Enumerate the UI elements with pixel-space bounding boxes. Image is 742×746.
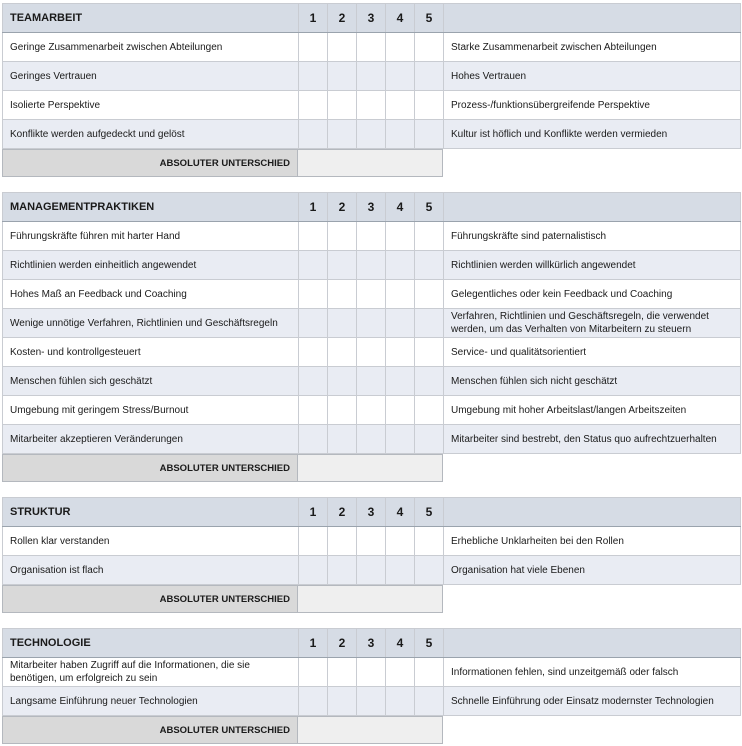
rating-cell-4[interactable] [386, 527, 415, 556]
rating-cell-4[interactable] [386, 658, 415, 687]
rating-cell-3[interactable] [357, 556, 386, 585]
rating-cell-3[interactable] [357, 309, 386, 338]
rating-cell-5[interactable] [415, 120, 444, 149]
rating-cell-3[interactable] [357, 396, 386, 425]
rating-cell-5[interactable] [415, 527, 444, 556]
rating-cell-1[interactable] [299, 396, 328, 425]
scale-header-4: 4 [386, 629, 415, 658]
rating-cell-3[interactable] [357, 33, 386, 62]
left-statement: Umgebung mit geringem Stress/Burnout [3, 396, 299, 425]
left-statement: Geringes Vertrauen [3, 62, 299, 91]
left-statement: Hohes Maß an Feedback und Coaching [3, 280, 299, 309]
rating-cell-2[interactable] [328, 556, 357, 585]
left-statement: Führungskräfte führen mit harter Hand [3, 222, 299, 251]
table-row [3, 62, 741, 91]
scale-header-5: 5 [415, 193, 444, 222]
rating-cell-2[interactable] [328, 251, 357, 280]
assessment-table [2, 3, 741, 149]
rating-cell-5[interactable] [415, 91, 444, 120]
rating-cell-5[interactable] [415, 658, 444, 687]
scale-header-3: 3 [357, 498, 386, 527]
section-title: STRUKTUR [3, 498, 299, 527]
section-teamarbeit [2, 3, 740, 177]
absolute-difference-value[interactable] [298, 150, 443, 177]
rating-cell-1[interactable] [299, 687, 328, 716]
absolute-difference-row [2, 149, 443, 177]
rating-cell-5[interactable] [415, 367, 444, 396]
scale-header-3: 3 [357, 629, 386, 658]
left-statement: Geringe Zusammenarbeit zwischen Abteilungen [3, 33, 299, 62]
right-statement: Umgebung mit hoher Arbeitslast/langen Arbeitszeiten [444, 396, 741, 425]
rating-cell-3[interactable] [357, 367, 386, 396]
scale-header-1: 1 [299, 193, 328, 222]
right-statement: Führungskräfte sind paternalistisch [444, 222, 741, 251]
right-statement: Starke Zusammenarbeit zwischen Abteilungen [444, 33, 741, 62]
scale-header-3: 3 [357, 193, 386, 222]
right-statement: Prozess-/funktionsübergreifende Perspektive [444, 91, 741, 120]
rating-cell-1[interactable] [299, 425, 328, 454]
rating-cell-1[interactable] [299, 33, 328, 62]
assessment-table [2, 192, 741, 454]
table-row [3, 658, 741, 687]
rating-cell-4[interactable] [386, 687, 415, 716]
left-statement: Rollen klar verstanden [3, 527, 299, 556]
rating-cell-4[interactable] [386, 251, 415, 280]
scale-header-4: 4 [386, 193, 415, 222]
rating-cell-3[interactable] [357, 527, 386, 556]
right-statement: Hohes Vertrauen [444, 62, 741, 91]
rating-cell-2[interactable] [328, 527, 357, 556]
rating-cell-5[interactable] [415, 62, 444, 91]
rating-cell-1[interactable] [299, 251, 328, 280]
right-statement: Menschen fühlen sich nicht geschätzt [444, 367, 741, 396]
section-title: TECHNOLOGIE [3, 629, 299, 658]
left-statement: Isolierte Perspektive [3, 91, 299, 120]
rating-cell-4[interactable] [386, 62, 415, 91]
rating-cell-4[interactable] [386, 556, 415, 585]
right-statement: Service- und qualitätsorientiert [444, 338, 741, 367]
right-statement: Verfahren, Richtlinien und Geschäftsregeln, die verwendet werden, um das Verhalten von Mitarbeitern zu steuern [444, 309, 741, 338]
rating-cell-1[interactable] [299, 556, 328, 585]
table-row [3, 556, 741, 585]
rating-cell-2[interactable] [328, 338, 357, 367]
scale-header-5: 5 [415, 4, 444, 33]
absolute-difference-value[interactable] [298, 586, 443, 613]
rating-cell-1[interactable] [299, 62, 328, 91]
rating-cell-1[interactable] [299, 309, 328, 338]
rating-cell-5[interactable] [415, 251, 444, 280]
rating-cell-4[interactable] [386, 33, 415, 62]
section-title: MANAGEMENTPRAKTIKEN [3, 193, 299, 222]
table-row [3, 222, 741, 251]
rating-cell-3[interactable] [357, 120, 386, 149]
rating-cell-4[interactable] [386, 396, 415, 425]
table-row [3, 527, 741, 556]
rating-cell-1[interactable] [299, 120, 328, 149]
scale-header-2: 2 [328, 629, 357, 658]
rating-cell-4[interactable] [386, 280, 415, 309]
rating-cell-3[interactable] [357, 280, 386, 309]
rating-cell-1[interactable] [299, 527, 328, 556]
scale-header-4: 4 [386, 4, 415, 33]
absolute-difference-label: ABSOLUTER UNTERSCHIED [2, 586, 298, 613]
absolute-difference-value[interactable] [298, 455, 443, 482]
rating-cell-4[interactable] [386, 120, 415, 149]
rating-cell-2[interactable] [328, 367, 357, 396]
assessment-table [2, 497, 741, 585]
rating-cell-5[interactable] [415, 396, 444, 425]
table-row [3, 280, 741, 309]
header-right-blank [444, 498, 741, 527]
rating-cell-5[interactable] [415, 687, 444, 716]
rating-cell-3[interactable] [357, 338, 386, 367]
right-statement: Richtlinien werden willkürlich angewendet [444, 251, 741, 280]
rating-cell-1[interactable] [299, 280, 328, 309]
scale-header-1: 1 [299, 498, 328, 527]
table-header [3, 629, 741, 658]
rating-cell-4[interactable] [386, 91, 415, 120]
rating-cell-5[interactable] [415, 309, 444, 338]
table-header [3, 498, 741, 527]
absolute-difference-label: ABSOLUTER UNTERSCHIED [2, 455, 298, 482]
table-row [3, 91, 741, 120]
right-statement: Kultur ist höflich und Konflikte werden vermieden [444, 120, 741, 149]
scale-header-5: 5 [415, 629, 444, 658]
left-statement: Mitarbeiter haben Zugriff auf die Informationen, die sie benötigen, um erfolgreich zu sein [3, 658, 299, 687]
table-row [3, 251, 741, 280]
section-managementpraktiken [2, 192, 740, 482]
rating-cell-2[interactable] [328, 396, 357, 425]
rating-cell-5[interactable] [415, 425, 444, 454]
left-statement: Richtlinien werden einheitlich angewendet [3, 251, 299, 280]
scale-header-5: 5 [415, 498, 444, 527]
header-right-blank [444, 4, 741, 33]
rating-cell-2[interactable] [328, 120, 357, 149]
rating-cell-2[interactable] [328, 62, 357, 91]
left-statement: Wenige unnötige Verfahren, Richtlinien und Geschäftsregeln [3, 309, 299, 338]
rating-cell-2[interactable] [328, 33, 357, 62]
rating-cell-2[interactable] [328, 687, 357, 716]
rating-cell-2[interactable] [328, 309, 357, 338]
rating-cell-2[interactable] [328, 280, 357, 309]
section-title: TEAMARBEIT [3, 4, 299, 33]
table-row [3, 425, 741, 454]
rating-cell-2[interactable] [328, 425, 357, 454]
rating-cell-3[interactable] [357, 425, 386, 454]
rating-cell-1[interactable] [299, 367, 328, 396]
assessment-table [2, 628, 741, 716]
scale-header-2: 2 [328, 4, 357, 33]
table-row [3, 309, 741, 338]
left-statement: Langsame Einführung neuer Technologien [3, 687, 299, 716]
absolute-difference-label: ABSOLUTER UNTERSCHIED [2, 150, 298, 177]
rating-cell-3[interactable] [357, 658, 386, 687]
right-statement: Organisation hat viele Ebenen [444, 556, 741, 585]
left-statement: Menschen fühlen sich geschätzt [3, 367, 299, 396]
rating-cell-3[interactable] [357, 62, 386, 91]
right-statement: Gelegentliches oder kein Feedback und Coaching [444, 280, 741, 309]
rating-cell-2[interactable] [328, 658, 357, 687]
rating-cell-4[interactable] [386, 425, 415, 454]
table-header [3, 193, 741, 222]
rating-cell-5[interactable] [415, 338, 444, 367]
rating-cell-3[interactable] [357, 91, 386, 120]
left-statement: Konflikte werden aufgedeckt und gelöst [3, 120, 299, 149]
rating-cell-2[interactable] [328, 91, 357, 120]
absolute-difference-value[interactable] [298, 717, 443, 744]
scale-header-3: 3 [357, 4, 386, 33]
table-row [3, 33, 741, 62]
absolute-difference-row [2, 585, 443, 613]
header-right-blank [444, 193, 741, 222]
scale-header-1: 1 [299, 4, 328, 33]
table-header [3, 4, 741, 33]
rating-cell-5[interactable] [415, 280, 444, 309]
rating-cell-4[interactable] [386, 309, 415, 338]
section-struktur [2, 497, 740, 613]
left-statement: Organisation ist flach [3, 556, 299, 585]
table-row [3, 338, 741, 367]
rating-cell-1[interactable] [299, 338, 328, 367]
rating-cell-4[interactable] [386, 338, 415, 367]
right-statement: Schnelle Einführung oder Einsatz modernster Technologien [444, 687, 741, 716]
rating-cell-1[interactable] [299, 658, 328, 687]
rating-cell-2[interactable] [328, 222, 357, 251]
scale-header-4: 4 [386, 498, 415, 527]
rating-cell-1[interactable] [299, 222, 328, 251]
right-statement: Informationen fehlen, sind unzeitgemäß oder falsch [444, 658, 741, 687]
scale-header-1: 1 [299, 629, 328, 658]
rating-cell-4[interactable] [386, 367, 415, 396]
rating-cell-3[interactable] [357, 222, 386, 251]
table-row [3, 687, 741, 716]
table-row [3, 120, 741, 149]
rating-cell-3[interactable] [357, 687, 386, 716]
right-statement: Erhebliche Unklarheiten bei den Rollen [444, 527, 741, 556]
table-row [3, 396, 741, 425]
left-statement: Mitarbeiter akzeptieren Veränderungen [3, 425, 299, 454]
absolute-difference-label: ABSOLUTER UNTERSCHIED [2, 717, 298, 744]
absolute-difference-row [2, 454, 443, 482]
rating-cell-5[interactable] [415, 33, 444, 62]
right-statement: Mitarbeiter sind bestrebt, den Status quo aufrechtzuerhalten [444, 425, 741, 454]
rating-cell-5[interactable] [415, 222, 444, 251]
scale-header-2: 2 [328, 498, 357, 527]
rating-cell-4[interactable] [386, 222, 415, 251]
table-row [3, 367, 741, 396]
header-right-blank [444, 629, 741, 658]
absolute-difference-row [2, 716, 443, 744]
rating-cell-3[interactable] [357, 251, 386, 280]
section-technologie [2, 628, 740, 744]
scale-header-2: 2 [328, 193, 357, 222]
rating-cell-5[interactable] [415, 556, 444, 585]
left-statement: Kosten- und kontrollgesteuert [3, 338, 299, 367]
rating-cell-1[interactable] [299, 91, 328, 120]
